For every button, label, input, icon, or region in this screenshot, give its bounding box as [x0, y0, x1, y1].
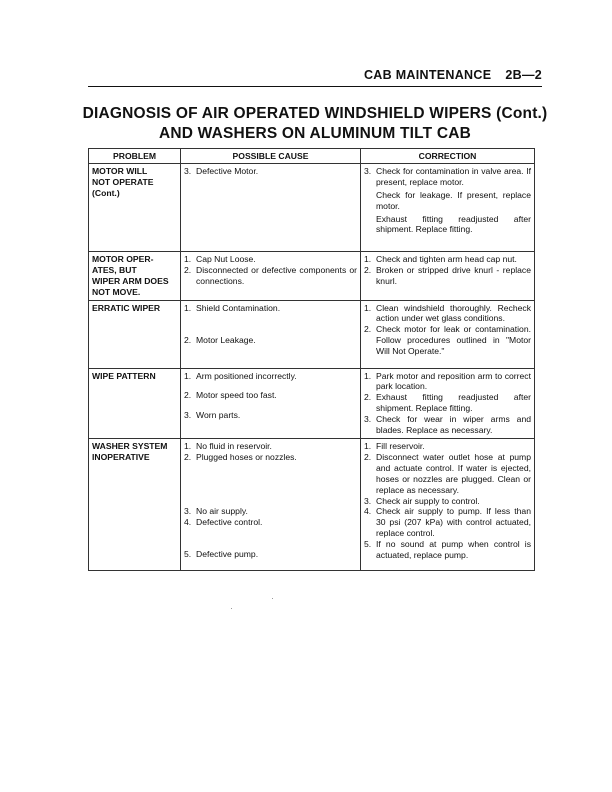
item-number: 2.	[364, 324, 372, 335]
item-number: 1.	[184, 370, 192, 381]
item-text: Broken or stripped drive knurl - replace knurl.	[376, 264, 531, 286]
table-row	[89, 163, 535, 251]
cause-item	[184, 506, 357, 517]
correction-item	[364, 265, 531, 287]
correction-item	[364, 392, 531, 414]
item-text: Arm positioned incorrectly.	[196, 370, 297, 381]
item-text: Cap Nut Loose.	[196, 253, 256, 264]
table-row	[89, 300, 535, 368]
item-text: Disconnected or defective components or connections.	[196, 264, 357, 286]
header-divider	[88, 86, 542, 87]
item-text: Check air supply to control.	[376, 495, 480, 506]
problem-cell	[89, 163, 181, 251]
problem-line: MOTOR WILL	[92, 165, 148, 176]
item-number: 2.	[364, 264, 372, 275]
item-text: Worn parts.	[196, 410, 241, 421]
cause-item	[184, 335, 357, 346]
problem-line: MOTOR OPER-	[92, 253, 154, 264]
item-text: Exhaust fitting readjusted after shipment. Replace fitting.	[376, 392, 531, 414]
table-row	[89, 368, 535, 438]
cause-item	[184, 517, 357, 528]
correction-item	[364, 371, 531, 393]
cause-item	[184, 390, 357, 401]
item-text: Check for contamination in valve area. If present, replace motor.	[376, 165, 531, 187]
correction-item	[364, 452, 531, 496]
problem-cell	[89, 251, 181, 300]
problem-line: WIPER ARM DOES	[92, 275, 169, 286]
item-text: Check and tighten arm head cap nut.	[376, 253, 517, 264]
correction-cell	[361, 300, 535, 368]
item-text: No air supply.	[196, 505, 248, 516]
item-number: 1.	[184, 253, 192, 264]
item-number: 3.	[364, 165, 372, 176]
item-number: 3.	[364, 414, 372, 425]
correction-item: Check for leakage. If present, replace motor.	[376, 189, 531, 211]
column-header-problem: PROBLEM	[89, 149, 181, 164]
item-text: Disconnect water outlet hose at pump and actuate control. If water is ejected, hoses or nozzles are plugged. Clean or replace as necessary.	[376, 451, 531, 495]
correction-item	[364, 254, 531, 265]
item-number: 1.	[184, 440, 192, 451]
item-number: 2.	[184, 335, 192, 346]
problem-line: WIPE PATTERN	[92, 370, 156, 381]
item-text: Motor speed too fast.	[196, 390, 277, 401]
item-text: Defective pump.	[196, 548, 259, 559]
item-number: 4.	[364, 506, 372, 517]
correction-cell	[361, 163, 535, 251]
item-number: 1.	[364, 370, 372, 381]
problem-cell	[89, 368, 181, 438]
item-text: Check for wear in wiper arms and blades. Replace as necessary.	[376, 414, 531, 436]
item-number: 2.	[364, 392, 372, 403]
cause-item	[184, 303, 357, 314]
item-text: Check air supply to pump. If less than 30 psi (207 kPa) with control actuated, replace control.	[376, 506, 531, 539]
problem-line: (Cont.)	[92, 187, 120, 198]
correction-item	[364, 324, 531, 357]
item-number: 2.	[184, 390, 192, 401]
scan-speck	[272, 598, 273, 599]
correction-item	[364, 496, 531, 507]
correction-cell	[361, 368, 535, 438]
problem-cell	[89, 300, 181, 368]
section-title: CAB MAINTENANCE	[363, 68, 492, 82]
item-number: 5.	[364, 539, 372, 550]
problem-cell	[89, 438, 181, 570]
problem-line: NOT MOVE.	[92, 286, 141, 297]
item-text: Motor Leakage.	[196, 335, 256, 346]
running-header	[361, 68, 542, 82]
correction-item	[364, 506, 531, 539]
page-title	[70, 104, 560, 144]
problem-line: WASHER SYSTEM	[92, 440, 168, 451]
table-row	[89, 251, 535, 300]
problem-line: ATES, BUT	[92, 264, 137, 275]
item-text: Park motor and reposition arm to correct park location.	[376, 370, 531, 392]
column-header-correction: CORRECTION	[361, 149, 535, 164]
cause-cell	[181, 251, 361, 300]
item-number: 5.	[184, 548, 192, 559]
cause-item	[184, 265, 357, 287]
problem-line: ERRATIC WIPER	[92, 302, 161, 313]
column-header-possible-cause: POSSIBLE CAUSE	[181, 149, 361, 164]
item-text: Check motor for leak or contamination. Follow procedures outlined in "Motor Will Not Operate."	[376, 324, 531, 357]
problem-line: NOT OPERATE	[92, 176, 154, 187]
item-number: 2.	[184, 451, 192, 462]
correction-cell	[361, 251, 535, 300]
cause-item	[184, 254, 357, 265]
diagnosis-table	[88, 148, 535, 571]
item-text: Clean windshield thoroughly. Recheck action under wet glass conditions.	[376, 302, 531, 324]
item-text: No fluid in reservoir.	[196, 440, 272, 451]
problem-line: INOPERATIVE	[92, 451, 150, 462]
table-header-row	[89, 149, 535, 164]
cause-item	[184, 441, 357, 452]
item-number: 3.	[184, 165, 192, 176]
cause-cell	[181, 300, 361, 368]
cause-item	[184, 371, 357, 382]
page-number: 2B—2	[505, 68, 542, 82]
item-text: Defective Motor.	[196, 165, 259, 176]
correction-item	[364, 414, 531, 436]
cause-item	[184, 410, 357, 421]
item-number: 3.	[184, 410, 192, 421]
table-row	[89, 438, 535, 570]
title-line-2: AND WASHERS ON ALUMINUM TILT CAB	[158, 125, 472, 142]
item-number: 1.	[364, 302, 372, 313]
correction-item	[364, 441, 531, 452]
item-number: 2.	[184, 264, 192, 275]
title-line-1: DIAGNOSIS OF AIR OPERATED WINDSHIELD WIPERS (Cont.)	[82, 105, 548, 122]
correction-item: Exhaust fitting readjusted after shipment. Replace fitting.	[376, 213, 531, 235]
cause-cell	[181, 438, 361, 570]
item-number: 1.	[364, 440, 372, 451]
item-text: If no sound at pump when control is actuated, replace pump.	[376, 539, 531, 561]
cause-item	[184, 166, 357, 177]
item-text: Shield Contamination.	[196, 302, 281, 313]
cause-cell	[181, 368, 361, 438]
item-text: Defective control.	[196, 516, 263, 527]
item-text: Plugged hoses or nozzles.	[196, 451, 297, 462]
item-number: 3.	[364, 495, 372, 506]
cause-item	[184, 549, 357, 560]
cause-cell	[181, 163, 361, 251]
correction-item	[364, 303, 531, 325]
item-number: 1.	[364, 253, 372, 264]
cause-item	[184, 452, 357, 463]
item-number: 4.	[184, 516, 192, 527]
item-number: 1.	[184, 302, 192, 313]
item-number: 2.	[364, 451, 372, 462]
item-text: Fill reservoir.	[376, 440, 425, 451]
scan-speck	[231, 608, 232, 609]
item-number: 3.	[184, 505, 192, 516]
correction-item	[364, 166, 531, 188]
correction-item	[364, 539, 531, 561]
correction-cell	[361, 438, 535, 570]
